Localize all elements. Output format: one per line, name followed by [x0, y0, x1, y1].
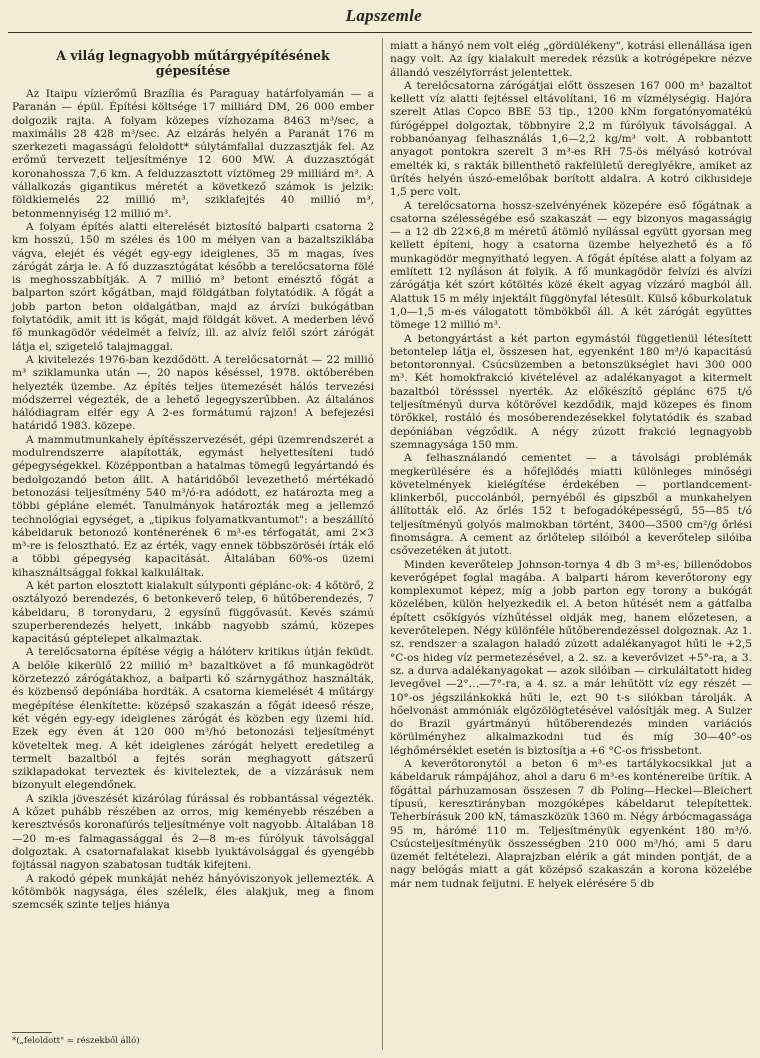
- paragraph: A rakodó gépek munkáját nehéz hányóviszonyok jellemezték. A kőtömbök nagysága, éles szélelk, éles alakjuk, meg a finom szemcsék szinte teljes hiánya: [12, 872, 374, 912]
- paragraph: A felhasználandó cementet — a távolsági problémák megkerülésére és a hőfejlődés miatti különleges minőségi követelmények kielégítése érdekében — portlandcement-klinkerből, puccolánból, pernyéből és gipszből a munkahelyen állították elő. Az őrlés 152 t befogadóképességű, 55—85 t/ó teljesítményű golyós malmokban történt, 3400—3500 cm²/g őrlési finomságra. A cement az őrlőtelep silóiból a keverőtelep silóiba csővezetéken át jutott.: [390, 452, 752, 558]
- paragraph: A két parton elosztott kialakult súlyponti géplánc-ok: 4 kőtörő, 2 osztályozó berendezés, 6 betonkeverő telep, 6 hűtőberendezés, 7 kábeldaru, 8 toronydaru, 2 egysínű függővasút. Kevés számú szuperberendezés helyett, inkább nagyobb számú, közepes kapacitású géptelepet alkalmaztak.: [12, 579, 374, 646]
- right-column: [390, 40, 752, 891]
- paragraph-continued: miatt a hányó nem volt elég „gördülékeny", kotrási ellenállása igen nagy volt. Az így kialakult meredek rézsük a kotrógépekre nézve állandó veszélyforrást jelentettek.: [390, 40, 752, 79]
- paragraph: Az Itaipu vízierőmű Brazília és Paraguay határfolyamán — a Paranán — épül. Építési költsége 17 milliárd DM, 26 000 ember dolgozik rajta. A folyam közepes vízhozama 8463 m³/sec, a maximális 28 428 m³/sec. Az elzárás helyén a Paranát 176 m szerkezeti magasságú feloldott* súlytámfallal duzzasztják fel. Az erőmű tervezett teljesítménye 12 600 MW. A duzzasztógát koronahossza 7,6 km. A felduzzasztott víztömeg 29 milliárd m³. A vállalkozás gigantikus méretét a következő számok is jelzik: földkiemelés 22 millió m³, sziklafejtés 40 millió m³, betonmennyiség 12 millió m³.: [12, 88, 374, 220]
- paragraph: A betongyártást a két parton egymástól függetlenül létesített betontelep látja el, összesen hat, egyenként 180 m³/ó kapacitású betontoronnyal. Csúcsüzemben a betonszükséglet havi 300 000 m³. Két homokfrakció kivételével az adalékanyagot a kitermelt bazaltból törésssel nyerték. Az előkészítő géplánc 675 t/ó teljesítményű durva kőtörővel kezdődik, majd közepes és finom törőkkel, rostáló és mosóberendezésekkel folytatódik és szabad depóniában végződik. A négy zúzott frakció legnagyobb szemnagysága 150 mm.: [390, 332, 752, 451]
- section-header: [8, 6, 752, 33]
- article-title: A világ legnagyobb műtárgyépítésének gépesítése: [56, 48, 330, 78]
- paragraph: A folyam építés alatti elterelését biztosító balparti csatorna 2 km hosszú, 150 m széles és 100 m mélyen van a bazaltsziklába vágva, elejét és végét egy-egy ideiglenes, 35 m magas, íves zárógát zárja le. A fő duzzasztógátat később a terelőcsatorna fölé is meghosszabbítják. A 7 millió m³ betont emésztő főgát a balparton szórt kőgátban, majd földgátban folytatódik. A főgát a jobb parton beton oldalgátban, majd az árvízi bukógátban folytatódik, amit itt is kőgát, majd földgát követ. A mederben lévő fő munkagödör védelmét a felvíz, ill. az alvíz felől szórt zárógát látja el, szigetelő talajmaggal.: [12, 220, 374, 353]
- section-title: Lapszemle: [345, 6, 422, 25]
- paragraph: A terelőcsatorna hossz-szelvényének közepére eső főgátnak a csatorna szélességébe eső szakaszát — egy bizonyos magasságig — a 12 db 22×6,8 m méretű átömlő nyílással együtt gyorsan meg kellett építeni, hogy a csatorna üzembe helyezhető és a fő munkagödör megnyitható legyen. A főgát építése alatt a folyam az említett 12 nyíláson át folyik. A fő munkagödör felvízi és alvízi zárógátja két szórt kőtöltés közé ékelt agyag vízzáró magból áll. Alattuk 15 m mély injektált függönyfal létesült. Külső kőburkolatuk 1,0—1,5 m-es válogatott tömbökből áll. A két zárógát együttes tömege 12 millió m³.: [390, 199, 752, 332]
- paragraph: A kivitelezés 1976-ban kezdődött. A terelőcsatornát — 22 millió m³ sziklamunka után —, 20 napos késéssel, 1978. októberében helyezték üzembe. Az építés teljes ütemezését hálós tervezési módszerrel végezték, de a lehető legegyszerűbben. Az általános hálódiagram elfér egy A 2-es formátumú rajzon! A befejezési határidő 1983. közepe.: [12, 353, 374, 433]
- left-column: [12, 38, 374, 912]
- paragraph: A szikla jöveszését kizárólag fúrással és robbantással végezték. A kőzet puhább részében az orros, mig keményebb részében a keresztvésős koronafúrós teljesítménye volt nagyobb. Általában 18—20 m-es falmagassággal és 2—8 m-es fúrólyuk távolsággal dolgoztak. A csatornafalakat kisebb lyuktávolsággal és gyengébb fojtással nagyon szabatosan tudták kifejteni.: [12, 792, 374, 872]
- paragraph: Minden keverőtelep Johnson-tornya 4 db 3 m³-es, billenődobos keverőgépet foglal magába. A balparti három keverőtorony egy komplexumot képez, míg a jobb parton egy torony a bukógát közelében, külön helyezkedik el. A beton hűtését nem a gátfalba épített csőkígyós vízhűtéssel oldják meg, hanem előzetesen, a keverőtelepen. Négy különféle hűtőberendezéssel dolgoznak. Az 1. sz. rendszer a szalagon haladó zúzott adalékanyagot hűti le +2,5 °C-os hideg víz permetezésével, a 2. sz. a keverővizet +5°-ra, a 3. sz. a durva adalékanyagokat — azok silóiban — cirkuláltatott hideg levegővel —2°…—7°-ra, a 4. sz. a már lehűtött víz egy részét —10°-os jégszilánkokká hűti le, ezt 90 t-s silókban tárolják. A hőelvonást ammóniák elgőzölögtetésével valósítják meg. A Sulzer do Brazil gyártmányú hűtőberendezés minden variációs körülményhez alkalmazkodni tud és míg 30—40°-os léghőmérséklet esetén is biztosítja a +6 °C-os frissbetont.: [390, 558, 752, 757]
- footnote: *(„feloldott" = részekből álló): [12, 1034, 374, 1046]
- column-divider: [382, 38, 383, 1050]
- paragraph: A keverőtoronytól a beton 6 m³-es tartálykocsikkal jut a kábeldaruk rámpájához, ahol a daru 6 m³-es konténereibe ürítik. A főgáttal párhuzamosan összesen 7 db Poling—Heckel—Bleichert típusú, keresztirányban mozgóképes kábeldarut telepítettek. Teherbírásuk 200 kN, támaszközük 1360 m. Négy árbócmagassága 95 m, hárómé 110 m. Teljesítményük egyenként 180 m³/ó. Csúcsteljesítményük összességben 210 000 m³/hó, ami 5 daru üzemét feltételezi. Alaprajzban elérik a gát minden pontját, de a nagy belógás miatt a gát középső szakaszán a korona közelébe már nem tudnak feljutni. E helyek elérésére 5 db: [390, 758, 752, 890]
- paragraph: A terelőcsatorna zárógátjai előtt összesen 167 000 m³ bazaltot kellett víz alatti fejtéssel eltávolítani, 16 m vízmélységig. Hajóra szerelt Atlas Copco BBE 53 tip., 1200 kNm forgatónyomatékú fúrógéppel dolgoztak, többnyire 2,2 m fúrólyuk távolsággal. A robbanóanyag felhasználás 1,6—2,2 kg/m³ volt. A robbantott anyagot pontokra szerelt 3 m³-es RH 75-ös mélyásó kotróval emelték ki, s rakták billenthető rakfelületű dereglyékre, amiket az ürítés helyén úszó-emelőbak borított aldalra. A kotró ciklusideje 1,5 perc volt.: [390, 79, 752, 199]
- paragraph: A terelőcsatorna építése végig a hálóterv kritikus útján feküdt. A belőle kikerülő 22 millió m³ bazaltkövet a fő munkagödröt körzetezzó zárógátakhoz, a balparti kő szárnygáthoz használták, és közbenső depóniába hordták. A csatorna kiemelését 4 műtárgy megépítése élenkítette: középső szakaszán a főgát ideeső része, két végén egy-egy ideiglenes zárógát és közben egy üzemi híd. Ezek egy éven át 120 000 m³/hó betonozási teljesítményt követeltek meg. A két ideiglenes zárógát helyett eredetileg a termelt bazaltból a fejtés során meghagyott gátszerű sziklapadokat terveztek és kiviteleztek, de a vízzárásuk nem bizonyult elegendőnek.: [12, 646, 374, 792]
- paragraph: A mammutmunkahely építésszervezését, gépi üzemrendszerét a modulrendszerre alapították, egymást helyettesíteni tudó gépegységekkel. Középpontban a hatalmas tömegű legyártandó és bedolgozandó beton állt. A határidőből levezethető mértékadó betonozási teljesítmény 540 m³/ó-ra adódott, ez határozta meg a többi gépláne elemét. Tanulmányok határozták meg a jellemző technológiai egységet, a „tipikus folyamatkvantumot": a beszállító kábeldaruk betonozó konténerének 6 m³-es térfogatát, ami 2×3 m³-re is felosztható. Ez az érték, vagy ennek többszöröséi írták elő a többi gépegység kapacitását. Általában 60%-os üzemi kihasználtsággal fokkal kalkuláltak.: [12, 433, 374, 579]
